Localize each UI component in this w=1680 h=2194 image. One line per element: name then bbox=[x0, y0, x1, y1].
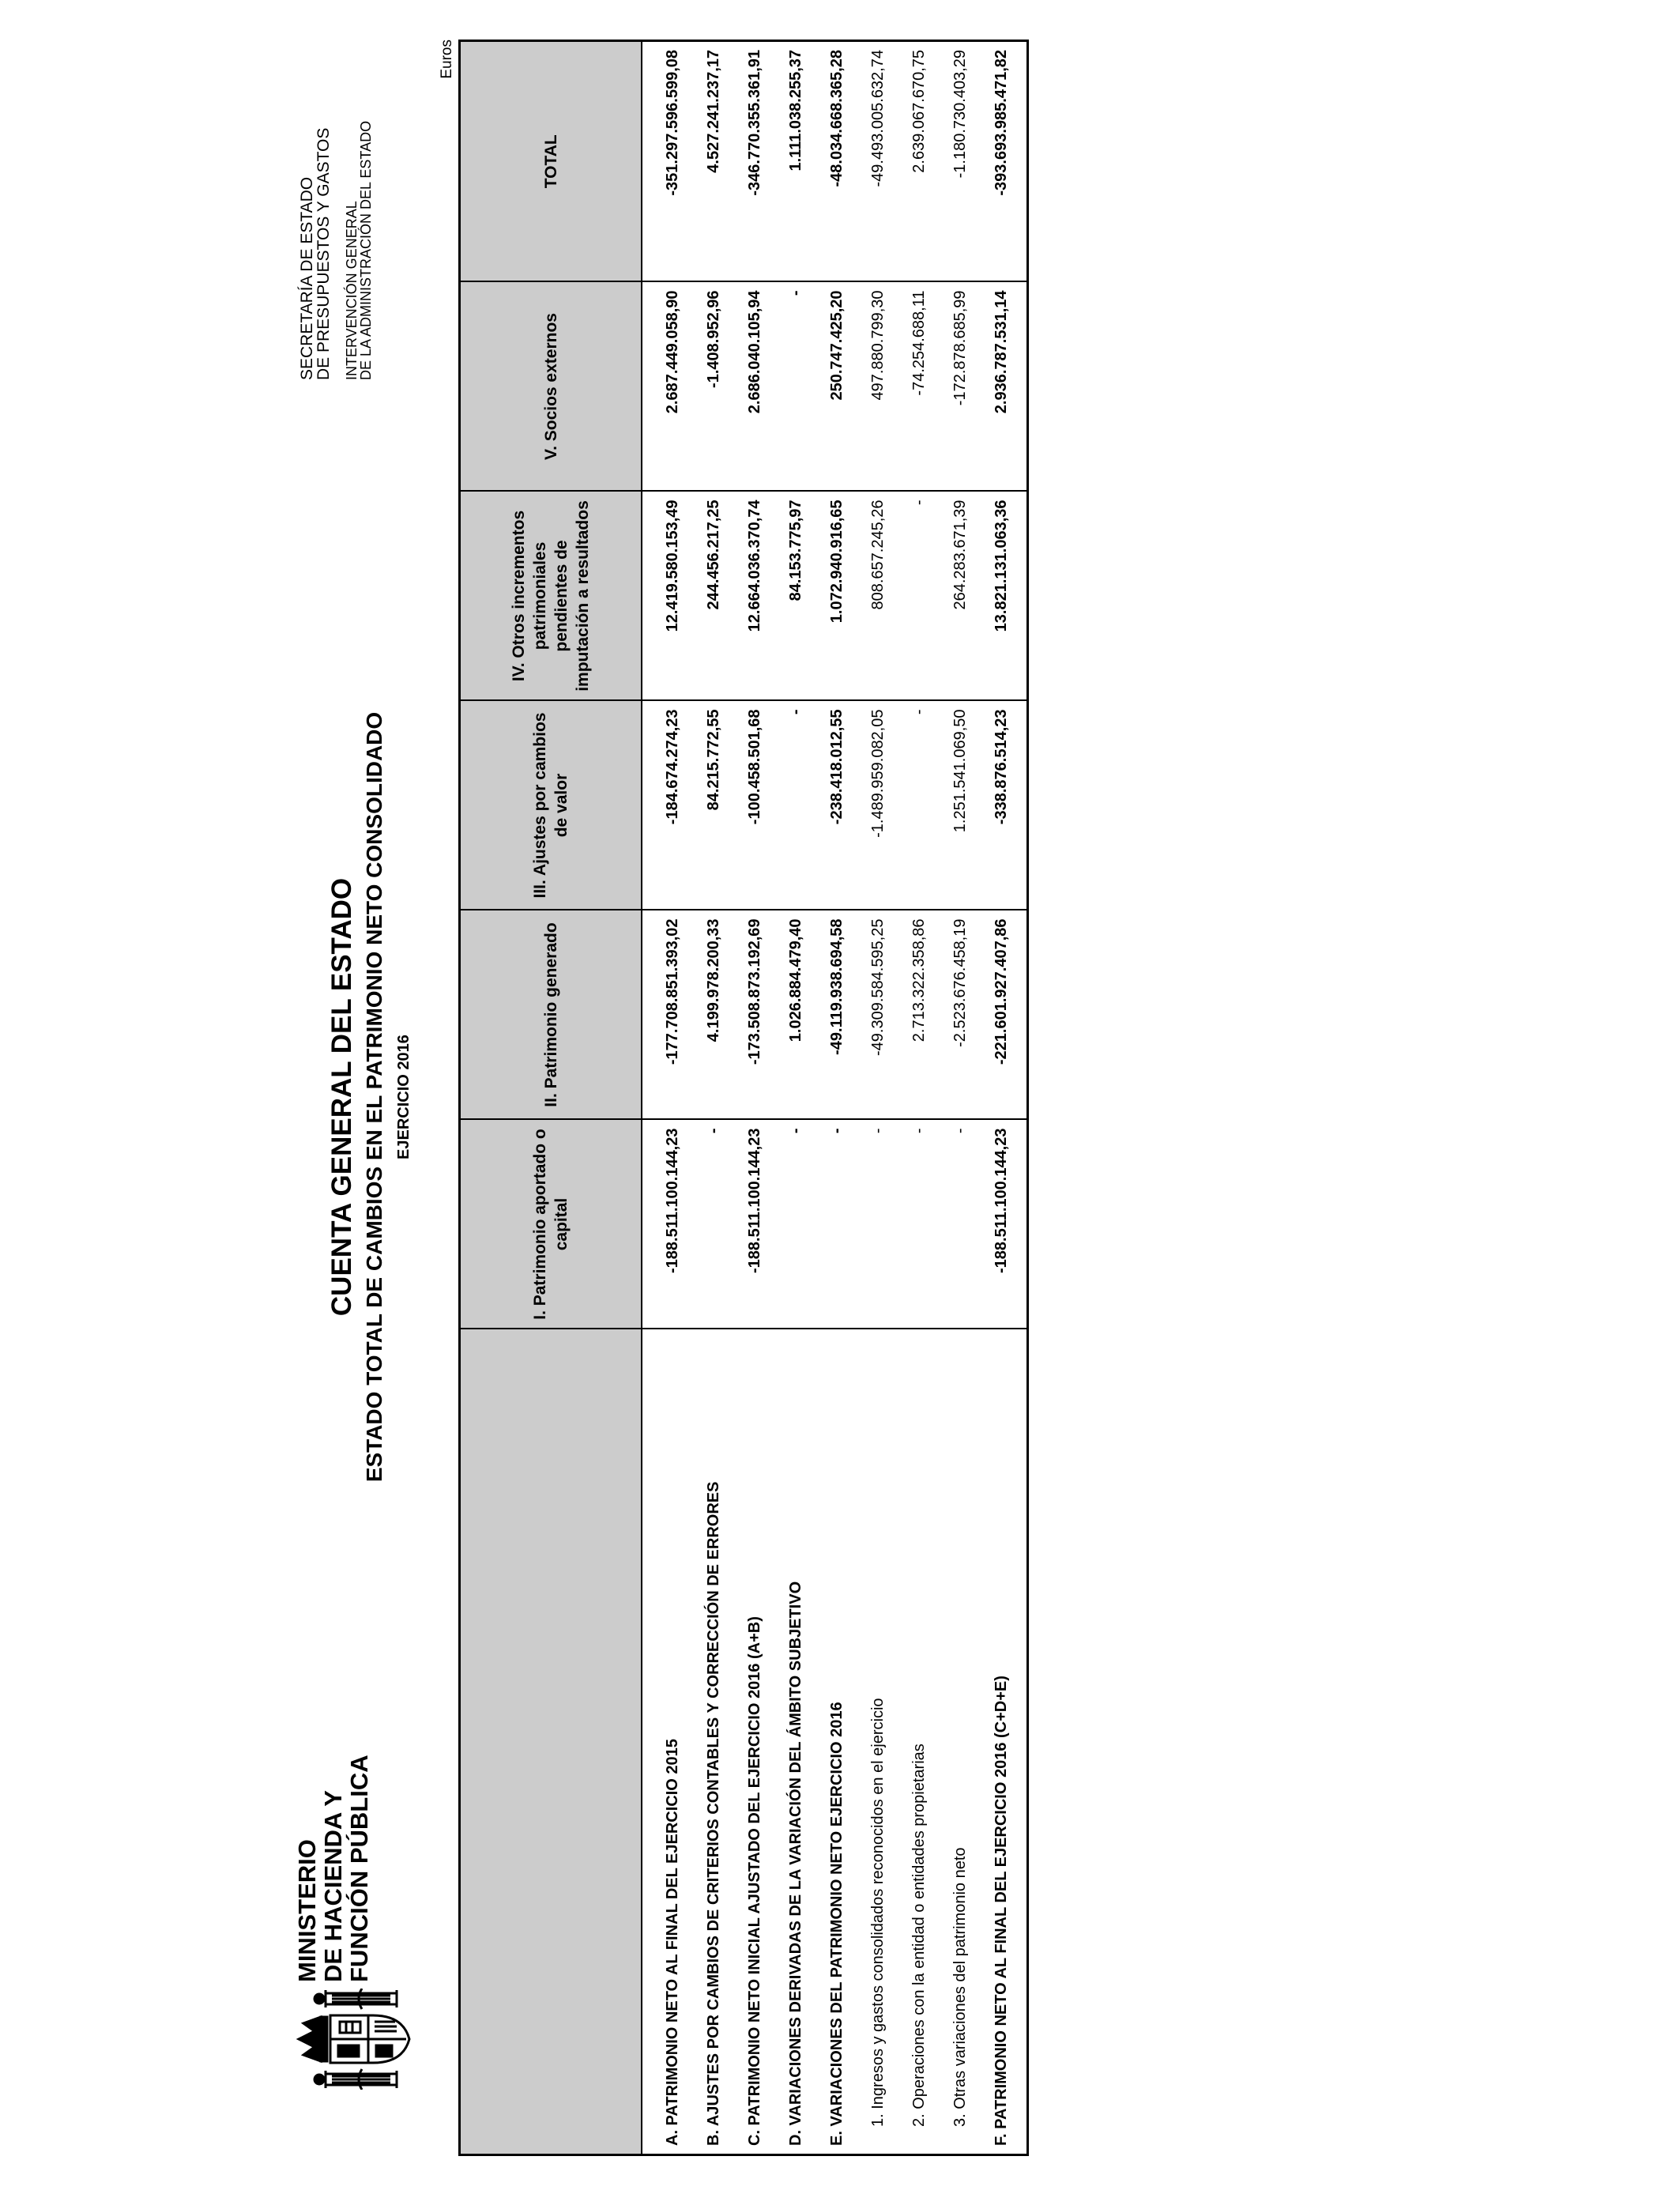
cell-value: -188.511.100.144,23 bbox=[981, 1120, 1028, 1329]
cell-value: -2.523.676.458,19 bbox=[940, 910, 981, 1120]
cell-value: 1.026.884.479,40 bbox=[775, 910, 816, 1120]
row-label: A. PATRIMONIO NETO AL FINAL DEL EJERCICIO 2015 bbox=[642, 1329, 693, 2155]
cell-value: - bbox=[857, 1120, 898, 1329]
table-header-row bbox=[460, 41, 642, 2155]
cell-value: -188.511.100.144,23 bbox=[642, 1120, 693, 1329]
cell-value: - bbox=[775, 1120, 816, 1329]
cell-value: 244.456.217,25 bbox=[693, 492, 734, 701]
cell-value: - bbox=[898, 701, 940, 910]
cell-value: -100.458.501,68 bbox=[734, 701, 775, 910]
cell-value: -351.297.596.599,08 bbox=[642, 41, 693, 282]
secretariat-block bbox=[299, 121, 373, 380]
table-row bbox=[981, 41, 1028, 2155]
cell-value: -172.878.685,99 bbox=[940, 282, 981, 492]
table-row bbox=[775, 41, 816, 2155]
cell-value: -49.309.584.595,25 bbox=[857, 910, 898, 1120]
table-row bbox=[693, 41, 734, 2155]
cell-value: -393.693.985.471,82 bbox=[981, 41, 1028, 282]
cell-value: -177.708.851.393,02 bbox=[642, 910, 693, 1120]
cell-value: 2.687.449.058,90 bbox=[642, 282, 693, 492]
cell-value: 2.713.322.358,86 bbox=[898, 910, 940, 1120]
row-label: C. PATRIMONIO NETO INICIAL AJUSTADO DEL EJERCICIO 2016 (A+B) bbox=[734, 1329, 775, 2155]
cell-value: 4.199.978.200,33 bbox=[693, 910, 734, 1120]
ministry-line: DE HACIENDA Y bbox=[319, 1790, 347, 1982]
cell-value: 2.686.040.105,94 bbox=[734, 282, 775, 492]
cell-value: -49.493.005.632,74 bbox=[857, 41, 898, 282]
column-header: V. Socios externos bbox=[460, 282, 642, 492]
cell-value: 250.747.425,20 bbox=[816, 282, 857, 492]
cell-value: -1.408.952,96 bbox=[693, 282, 734, 492]
cell-value: -184.674.274,23 bbox=[642, 701, 693, 910]
fiscal-year: EJERCICIO 2016 bbox=[395, 1035, 412, 1159]
cell-value: 2.936.787.531,14 bbox=[981, 282, 1028, 492]
table-row bbox=[857, 41, 898, 2155]
cell-value: -238.418.012,55 bbox=[816, 701, 857, 910]
cell-value: - bbox=[816, 1120, 857, 1329]
cell-value: -48.034.668.365,28 bbox=[816, 41, 857, 282]
secretariat-line: DE PRESUPUESTOS Y GASTOS bbox=[315, 127, 333, 380]
cell-value: 84.215.772,55 bbox=[693, 701, 734, 910]
ministry-line: FUNCIÓN PÚBLICA bbox=[345, 1755, 373, 1982]
row-label: F. PATRIMONIO NETO AL FINAL DEL EJERCICIO 2016 (C+D+E) bbox=[981, 1329, 1028, 2155]
cell-value: - bbox=[693, 1120, 734, 1329]
cell-value: 808.657.245,26 bbox=[857, 492, 898, 701]
intervention-line: INTERVENCIÓN GENERAL bbox=[344, 201, 360, 380]
table-row bbox=[898, 41, 940, 2155]
cell-value: 1.111.038.255,37 bbox=[775, 41, 816, 282]
cell-value: -1.180.730.403,29 bbox=[940, 41, 981, 282]
ministry-line: MINISTERIO bbox=[293, 1839, 321, 1982]
row-label: E. VARIACIONES DEL PATRIMONIO NETO EJERCICIO 2016 bbox=[816, 1329, 857, 2155]
cell-value: - bbox=[940, 1120, 981, 1329]
row-label: B. AJUSTES POR CAMBIOS DE CRITERIOS CONTABLES Y CORRECCIÓN DE ERRORES bbox=[693, 1329, 734, 2155]
column-header: III. Ajustes por cambios de valor bbox=[460, 701, 642, 910]
column-header bbox=[460, 1329, 642, 2155]
cell-value: -346.770.355.361,91 bbox=[734, 41, 775, 282]
cell-value: -221.601.927.407,86 bbox=[981, 910, 1028, 1120]
secretariat-line: SECRETARÍA DE ESTADO bbox=[298, 176, 316, 380]
row-label: D. VARIACIONES DERIVADAS DE LA VARIACIÓN DEL ÁMBITO SUBJETIVO bbox=[775, 1329, 816, 2155]
row-label: 1. Ingresos y gastos consolidados reconocidos en el ejercicio bbox=[857, 1329, 898, 2155]
cell-value: -338.876.514,23 bbox=[981, 701, 1028, 910]
cell-value: -173.508.873.192,69 bbox=[734, 910, 775, 1120]
cell-value: - bbox=[775, 701, 816, 910]
cell-value: 4.527.241.237,17 bbox=[693, 41, 734, 282]
cell-value: -74.254.688,11 bbox=[898, 282, 940, 492]
cell-value: -49.119.938.694,58 bbox=[816, 910, 857, 1120]
cell-value: 1.251.541.069,50 bbox=[940, 701, 981, 910]
cell-value: 13.821.131.063,36 bbox=[981, 492, 1028, 701]
table-row bbox=[816, 41, 857, 2155]
currency-label: Euros bbox=[439, 40, 455, 79]
cell-value: 12.664.036.370,74 bbox=[734, 492, 775, 701]
cell-value: 264.283.671,39 bbox=[940, 492, 981, 701]
cell-value: - bbox=[775, 282, 816, 492]
column-header: I. Patrimonio aportado o capital bbox=[460, 1120, 642, 1329]
cell-value: 12.419.580.153,49 bbox=[642, 492, 693, 701]
cell-value: 2.639.067.670,75 bbox=[898, 41, 940, 282]
cell-value: 84.153.775,97 bbox=[775, 492, 816, 701]
cell-value: - bbox=[898, 492, 940, 701]
table-row bbox=[940, 41, 981, 2155]
table-row bbox=[642, 41, 693, 2155]
cell-value: 497.880.799,30 bbox=[857, 282, 898, 492]
table-row bbox=[734, 41, 775, 2155]
cell-value: - bbox=[898, 1120, 940, 1329]
column-header: II. Patrimonio generado bbox=[460, 910, 642, 1120]
cell-value: -188.511.100.144,23 bbox=[734, 1120, 775, 1329]
cell-value: -1.489.959.082,05 bbox=[857, 701, 898, 910]
row-label: 3. Otras variaciones del patrimonio neto bbox=[940, 1329, 981, 2155]
document-subtitle: ESTADO TOTAL DE CAMBIOS EN EL PATRIMONIO NETO CONSOLIDADO bbox=[362, 711, 386, 1483]
column-header: IV. Otros incrementos patrimoniales pendientes de imputación a resultados bbox=[460, 492, 642, 701]
row-label: 2. Operaciones con la entidad o entidades propietarias bbox=[898, 1329, 940, 2155]
cell-value: 1.072.940.916,65 bbox=[816, 492, 857, 701]
equity-changes-table bbox=[458, 40, 1029, 2156]
column-header: TOTAL bbox=[460, 41, 642, 282]
document-title: CUENTA GENERAL DEL ESTADO bbox=[326, 877, 357, 1317]
intervention-line: DE LA ADMINISTRACIÓN DEL ESTADO bbox=[358, 120, 374, 380]
